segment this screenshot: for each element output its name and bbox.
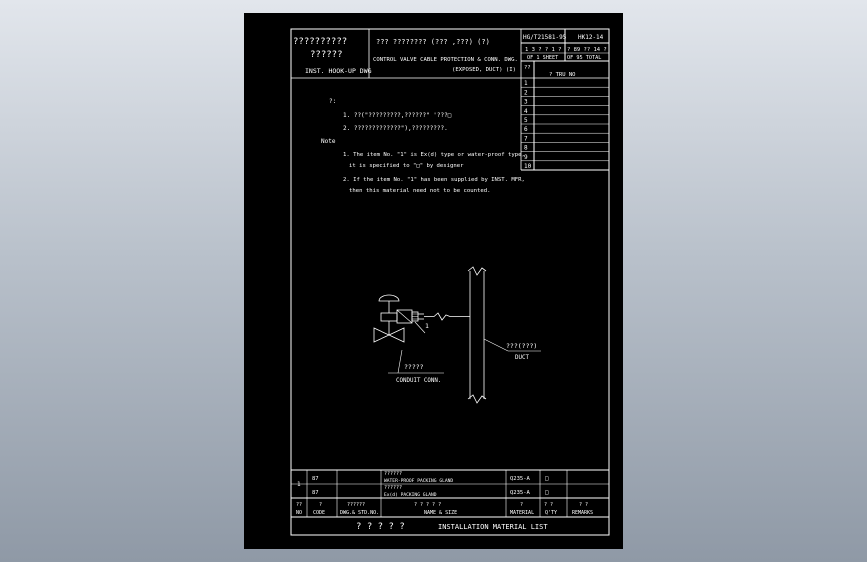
- header-remarks-cn: ? ?: [579, 502, 589, 508]
- total-numbers: ? 89 ?? 14 ?: [567, 47, 607, 53]
- revision-row-number: 9: [524, 153, 528, 161]
- revision-row-number: 2: [524, 89, 528, 97]
- title-left-line2: ??????: [310, 50, 343, 60]
- total-label: OF 95 TOTAL: [567, 55, 602, 61]
- header-code-en: CODE: [313, 510, 326, 516]
- header-std-cn: ??????: [347, 502, 366, 508]
- header-code-cn: ?: [319, 502, 323, 508]
- notes-en-heading: Note: [321, 138, 336, 145]
- notes-en-line1a: 1. The item No. "1" is Ex(d) type or water-proof type,: [343, 152, 525, 158]
- table-row: [312, 485, 549, 498]
- material-list-header: [296, 502, 593, 516]
- header-name-en: NAME & SIZE: [424, 510, 458, 516]
- control-valve-symbol: [374, 295, 424, 342]
- header-std-en: DWG.& STD.NO.: [340, 510, 380, 516]
- revision-row-number: 5: [524, 117, 528, 124]
- title-center-line3: (EXPOSED, DUCT) (I): [452, 67, 516, 73]
- notes-cn-line1: 1. ??("?????????,??????" '???□: [343, 112, 452, 119]
- item-label: 1: [425, 322, 429, 330]
- title-center-line2: CONTROL VALVE CABLE PROTECTION & CONN. DWG.: [373, 57, 518, 63]
- header-qty-en: Q'TY: [545, 510, 558, 516]
- header-name-cn: ? ? ? ? ?: [414, 502, 442, 508]
- duct: [468, 267, 486, 403]
- header-qty-cn: ? ?: [544, 502, 554, 508]
- notes-cn-heading: ?:: [329, 98, 337, 105]
- conduit-label-en: CONDUIT CONN.: [396, 378, 442, 384]
- revision-header-text: ? TRU NO: [549, 72, 576, 78]
- row1-name-cn: ??????: [384, 471, 403, 477]
- table-row: [297, 471, 549, 488]
- drawing-frame: [291, 29, 609, 535]
- revision-row-number: 10: [524, 163, 532, 170]
- notes-en-line1b: it is specified to "□" by designer: [349, 163, 464, 169]
- header-remarks-en: REMARKS: [572, 510, 594, 516]
- cable-line: [424, 313, 470, 320]
- conduit-label-cn: ?????: [404, 363, 424, 371]
- drawing-sheet: [244, 13, 623, 549]
- title-block: [291, 29, 609, 170]
- header-no-cn: ??: [296, 502, 303, 508]
- title-left-line1: ??????????: [293, 37, 348, 47]
- duct-label-en: DUCT: [515, 355, 529, 361]
- duct-label-cn: ???(???): [506, 342, 538, 350]
- row2-material: Q235-A: [510, 490, 530, 496]
- doc-number: HG/T21581-95: [523, 34, 567, 41]
- revision-row-number: 3: [524, 98, 528, 106]
- item-leader: [415, 322, 425, 333]
- header-material-cn: ?: [520, 502, 524, 508]
- notes-en-line2a: 2. If the item No. "1" has been supplied by INST. MFR,: [343, 177, 525, 183]
- revision-header-no: ??: [524, 65, 531, 71]
- notes-en-line2b: then this material need not to be counted.: [349, 188, 491, 194]
- header-material-en: MATERIAL: [510, 510, 535, 516]
- hookup-diagram: [374, 267, 541, 403]
- row1-name-en: WATER-PROOF PACKING GLAND: [384, 479, 454, 484]
- row2-qty: □: [545, 489, 549, 496]
- sheet-numbers: 1 3 ? ? 1 ?: [525, 47, 562, 53]
- material-list: [291, 470, 609, 532]
- title-left-line3: INST. HOOK-UP DWG: [305, 67, 372, 75]
- revision-row-number: 8: [524, 144, 528, 152]
- doc-revision: HK12-14: [578, 34, 604, 41]
- row2-name-cn: ??????: [384, 485, 403, 491]
- notes: [321, 98, 525, 194]
- sheet-label: OF 1 SHEET: [527, 55, 559, 61]
- revision-row-number: 7: [524, 135, 528, 143]
- row1-code: 87: [312, 476, 319, 482]
- row2-code: 87: [312, 490, 319, 496]
- footer-en: INSTALLATION MATERIAL LIST: [438, 523, 548, 531]
- title-center-line1: ??? ???????? (??? ,???) (?): [376, 38, 490, 46]
- row2-name-en: Ex(d) PACKING GLAND: [384, 493, 437, 498]
- revision-row-number: 4: [524, 107, 528, 115]
- row1-no: 1: [297, 481, 301, 488]
- revision-row-number: 6: [524, 126, 528, 134]
- row1-material: Q235-A: [510, 476, 530, 482]
- footer-cn: ? ? ? ? ?: [356, 522, 405, 532]
- notes-cn-line2: 2. ?????????????"),?????????.: [343, 125, 448, 132]
- cad-drawing: [244, 13, 623, 549]
- revision-row-number: 1: [524, 80, 528, 88]
- row1-qty: □: [545, 475, 549, 482]
- header-no-en: NO: [296, 510, 303, 516]
